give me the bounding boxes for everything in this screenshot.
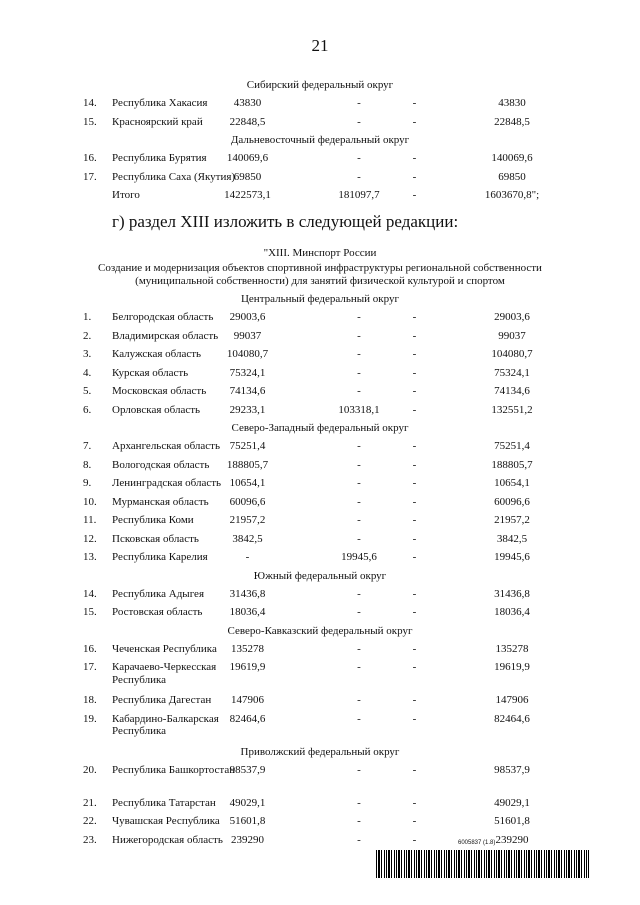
value-2: - bbox=[357, 115, 361, 128]
value-2: - bbox=[357, 495, 361, 508]
value-2: - bbox=[357, 97, 361, 109]
table-row bbox=[0, 530, 640, 549]
table-row bbox=[0, 113, 640, 132]
value-2: 181097,7 bbox=[338, 189, 380, 201]
value-1: 135278 bbox=[231, 642, 264, 655]
row-total: 43830 bbox=[498, 97, 526, 109]
value-2: - bbox=[357, 440, 361, 452]
row-total: 74134,6 bbox=[494, 385, 530, 397]
value-2: - bbox=[357, 796, 361, 809]
table-row bbox=[0, 474, 640, 493]
table-row bbox=[0, 168, 640, 187]
region-name: Кабардино-Балкарская Республика bbox=[112, 712, 219, 737]
row-total: 82464,6 bbox=[494, 712, 530, 725]
value-1: 188805,7 bbox=[226, 458, 269, 471]
row-number: 20. bbox=[83, 763, 97, 776]
row-total: 19619,9 bbox=[494, 661, 530, 673]
value-3: - bbox=[412, 532, 417, 545]
row-total: 18036,4 bbox=[494, 606, 530, 618]
value-2: - bbox=[357, 712, 361, 725]
value-1: 82464,6 bbox=[229, 712, 266, 725]
region-name: Нижегородская область bbox=[112, 833, 223, 846]
value-1: 31436,8 bbox=[229, 587, 266, 600]
row-total: 51601,8 bbox=[494, 815, 530, 827]
row-number: 19. bbox=[83, 712, 97, 725]
table-row bbox=[0, 401, 640, 420]
district-heading: Северо-Западный федеральный округ bbox=[231, 422, 409, 434]
region-name: Красноярский край bbox=[112, 115, 203, 128]
value-2: - bbox=[357, 661, 361, 673]
value-1: 75324,1 bbox=[229, 366, 266, 379]
table-row bbox=[0, 382, 640, 401]
table-row bbox=[0, 710, 640, 743]
row-total: 140069,6 bbox=[491, 152, 533, 164]
value-2: - bbox=[357, 348, 361, 360]
row-number: 21. bbox=[83, 796, 97, 809]
value-3: - bbox=[412, 477, 417, 489]
row-total: 29003,6 bbox=[494, 311, 530, 323]
row-number: 23. bbox=[83, 833, 97, 846]
value-2: 103318,1 bbox=[338, 403, 380, 416]
row-total: 75324,1 bbox=[494, 366, 530, 379]
section-name: "XIII. Минспорт России bbox=[263, 247, 377, 259]
row-total: 1603670,8"; bbox=[484, 189, 540, 201]
table-row bbox=[0, 511, 640, 530]
row-total: 22848,5 bbox=[494, 115, 530, 128]
row-total: 60096,6 bbox=[494, 495, 530, 508]
row-total: 75251,4 bbox=[494, 440, 530, 452]
region-name: Республика Бурятия bbox=[112, 152, 207, 164]
value-1: 147906 bbox=[231, 694, 264, 706]
value-2: - bbox=[357, 514, 361, 526]
value-3: - bbox=[412, 587, 417, 600]
table-row bbox=[0, 603, 640, 622]
row-total: 132551,2 bbox=[491, 403, 533, 416]
value-1: 239290 bbox=[231, 833, 264, 846]
table-row bbox=[0, 640, 640, 659]
row-number: 14. bbox=[83, 97, 97, 109]
value-2: - bbox=[357, 458, 361, 471]
value-1: 104080,7 bbox=[226, 348, 269, 360]
region-name: Белгородская область bbox=[112, 311, 214, 323]
row-total: 10654,1 bbox=[494, 477, 530, 489]
row-number: 3. bbox=[83, 348, 92, 360]
row-total: 104080,7 bbox=[491, 348, 533, 360]
region-name: Мурманская область bbox=[112, 495, 209, 508]
row-number: 11. bbox=[83, 514, 97, 526]
region-name: Республика Дагестан bbox=[112, 694, 212, 706]
table-row bbox=[0, 308, 640, 327]
row-total: 135278 bbox=[495, 642, 529, 655]
value-2: - bbox=[357, 311, 361, 323]
district-heading: Дальневосточный федеральный округ bbox=[230, 134, 410, 146]
row-total: 31436,8 bbox=[494, 587, 530, 600]
value-3: - bbox=[412, 514, 417, 526]
section-description: Создание и модернизация объектов спортивной инфраструктуры региональной собственности (муниципальной собственности) для занятий физической культурой и спортом bbox=[98, 262, 542, 287]
value-1: 3842,5 bbox=[232, 532, 263, 545]
row-number: 10. bbox=[83, 495, 97, 508]
value-1: 74134,6 bbox=[229, 385, 266, 397]
region-name: Вологодская область bbox=[112, 458, 210, 471]
row-number: 1. bbox=[83, 311, 92, 323]
region-name: Владимирская область bbox=[112, 329, 219, 342]
table-row bbox=[0, 327, 640, 346]
row-total: 19945,6 bbox=[494, 551, 530, 563]
region-name: Республика Татарстан bbox=[112, 796, 216, 809]
row-number: 7. bbox=[83, 440, 92, 452]
district-heading: Центральный федеральный округ bbox=[240, 293, 399, 305]
value-3: - bbox=[412, 796, 417, 809]
value-3: - bbox=[412, 189, 417, 201]
region-name: Республика Карелия bbox=[112, 551, 208, 563]
value-3: - bbox=[412, 170, 417, 183]
value-2: - bbox=[357, 587, 361, 600]
value-2: - bbox=[357, 694, 361, 706]
value-3: - bbox=[412, 440, 417, 452]
district-heading: Сибирский федеральный округ bbox=[246, 79, 394, 91]
table-row bbox=[0, 691, 640, 710]
region-name: Республика Башкортостан bbox=[112, 763, 236, 776]
region-name: Ростовская область bbox=[112, 606, 203, 618]
value-3: - bbox=[412, 152, 417, 164]
value-1: 29003,6 bbox=[229, 311, 266, 323]
value-3: - bbox=[412, 403, 417, 416]
value-3: - bbox=[412, 115, 417, 128]
value-3: - bbox=[412, 97, 417, 109]
value-3: - bbox=[412, 311, 417, 323]
value-3: - bbox=[412, 661, 417, 673]
value-1: 1422573,1 bbox=[224, 189, 271, 201]
value-2: - bbox=[357, 170, 361, 183]
value-3: - bbox=[412, 815, 417, 827]
region-name: Республика Адыгея bbox=[112, 587, 205, 600]
value-3: - bbox=[412, 458, 417, 471]
region-name: Итого bbox=[112, 189, 140, 201]
value-1: 98537,9 bbox=[229, 763, 266, 776]
row-number: 8. bbox=[83, 458, 92, 471]
value-3: - bbox=[412, 833, 417, 846]
value-2: - bbox=[357, 152, 361, 164]
value-2: - bbox=[357, 385, 361, 397]
sport-infrastructure-table bbox=[0, 290, 640, 849]
row-total: 3842,5 bbox=[496, 532, 528, 545]
value-1: 18036,4 bbox=[229, 606, 266, 618]
table-row bbox=[0, 364, 640, 383]
table-row bbox=[0, 831, 640, 850]
row-number: 22. bbox=[83, 815, 97, 827]
value-3: - bbox=[412, 712, 417, 725]
row-total: 147906 bbox=[495, 694, 529, 706]
region-name: Карачаево-Черкесская Республика bbox=[112, 661, 217, 686]
value-3: - bbox=[412, 606, 417, 618]
table-row bbox=[0, 585, 640, 604]
allocation-table-continued bbox=[0, 76, 640, 205]
row-number: 13. bbox=[83, 551, 97, 563]
region-name: Республика Хакасия bbox=[112, 97, 208, 109]
value-1: 75251,4 bbox=[229, 440, 266, 452]
table-row bbox=[0, 345, 640, 364]
value-3: - bbox=[412, 348, 417, 360]
value-1: 10654,1 bbox=[229, 477, 266, 489]
amendment-heading: г) раздел XIII изложить в следующей редакции: bbox=[112, 212, 459, 231]
value-1: 22848,5 bbox=[229, 115, 266, 128]
value-3: - bbox=[412, 551, 417, 563]
value-3: - bbox=[412, 329, 417, 342]
value-1: 99037 bbox=[233, 329, 262, 342]
row-total: 99037 bbox=[498, 329, 526, 342]
value-3: - bbox=[412, 495, 417, 508]
region-name: Курская область bbox=[112, 366, 189, 379]
region-name: Псковская область bbox=[112, 532, 199, 545]
value-1: 51601,8 bbox=[229, 815, 266, 827]
value-1: 19619,9 bbox=[229, 661, 266, 673]
row-total: 98537,9 bbox=[494, 763, 530, 776]
table-row bbox=[0, 456, 640, 475]
row-number: 17. bbox=[83, 170, 97, 183]
barcode-code: 6005837 (1.8) bbox=[458, 840, 496, 846]
row-total: 49029,1 bbox=[494, 796, 530, 809]
region-name: Республика Коми bbox=[112, 514, 194, 526]
row-number: 12. bbox=[83, 532, 97, 545]
table-row bbox=[0, 658, 640, 691]
table-row bbox=[0, 548, 640, 567]
value-3: - bbox=[412, 694, 417, 706]
value-1: 43830 bbox=[233, 97, 262, 109]
row-number: 15. bbox=[83, 606, 97, 618]
row-number: 16. bbox=[83, 642, 97, 655]
value-2: - bbox=[357, 763, 361, 776]
value-1: 49029,1 bbox=[229, 796, 266, 809]
table-row bbox=[0, 493, 640, 512]
value-2: - bbox=[357, 606, 361, 618]
value-2: - bbox=[357, 366, 361, 379]
region-name: Архангельская область bbox=[112, 440, 220, 452]
region-name: Калужская область bbox=[112, 348, 202, 360]
district-heading: Южный федеральный округ bbox=[253, 569, 387, 582]
value-2: - bbox=[357, 532, 361, 545]
page-number: 21 bbox=[311, 36, 329, 55]
value-1: 29233,1 bbox=[229, 403, 266, 416]
value-3: - bbox=[412, 366, 417, 379]
table-row bbox=[0, 149, 640, 168]
region-name: Орловская область bbox=[112, 403, 201, 416]
value-2: - bbox=[357, 477, 361, 489]
row-number: 16. bbox=[83, 152, 97, 164]
value-1: 60096,6 bbox=[229, 495, 266, 508]
barcode-icon bbox=[376, 850, 589, 878]
region-name: Московская область bbox=[112, 385, 207, 397]
value-1: 140069,6 bbox=[226, 152, 269, 164]
table-row bbox=[0, 94, 640, 113]
row-total: 69850 bbox=[498, 170, 526, 183]
row-total: 239290 bbox=[495, 833, 529, 846]
table-row bbox=[0, 794, 640, 813]
row-number: 9. bbox=[83, 477, 92, 489]
row-number: 15. bbox=[83, 115, 97, 128]
district-heading: Приволжский федеральный округ bbox=[240, 745, 400, 758]
row-number: 2. bbox=[83, 329, 92, 342]
value-2: - bbox=[357, 642, 361, 655]
table-row bbox=[0, 186, 640, 205]
row-total: 21957,2 bbox=[494, 514, 530, 526]
value-3: - bbox=[412, 763, 417, 776]
row-number: 14. bbox=[83, 587, 97, 600]
region-name: Ленинградская область bbox=[112, 477, 222, 489]
table-row bbox=[0, 812, 640, 831]
row-number: 4. bbox=[83, 366, 92, 379]
value-1: 69850 bbox=[233, 170, 262, 183]
value-2: - bbox=[357, 833, 361, 846]
table-row bbox=[0, 437, 640, 456]
value-1: 21957,2 bbox=[229, 514, 266, 526]
value-2: - bbox=[357, 815, 361, 827]
region-name: Чувашская Республика bbox=[112, 815, 220, 827]
value-1: - bbox=[245, 551, 250, 563]
value-2: 19945,6 bbox=[341, 551, 377, 563]
table-row bbox=[0, 761, 640, 794]
region-name: Республика Саха (Якутия) bbox=[112, 170, 236, 183]
district-heading: Северо-Кавказский федеральный округ bbox=[227, 624, 413, 637]
row-number: 5. bbox=[83, 385, 92, 397]
value-3: - bbox=[412, 642, 417, 655]
row-number: 17. bbox=[83, 661, 97, 673]
row-total: 188805,7 bbox=[491, 458, 533, 471]
row-number: 6. bbox=[83, 403, 92, 416]
region-name: Чеченская Республика bbox=[112, 642, 217, 655]
row-number: 18. bbox=[83, 694, 97, 706]
value-2: - bbox=[357, 329, 361, 342]
value-3: - bbox=[412, 385, 417, 397]
